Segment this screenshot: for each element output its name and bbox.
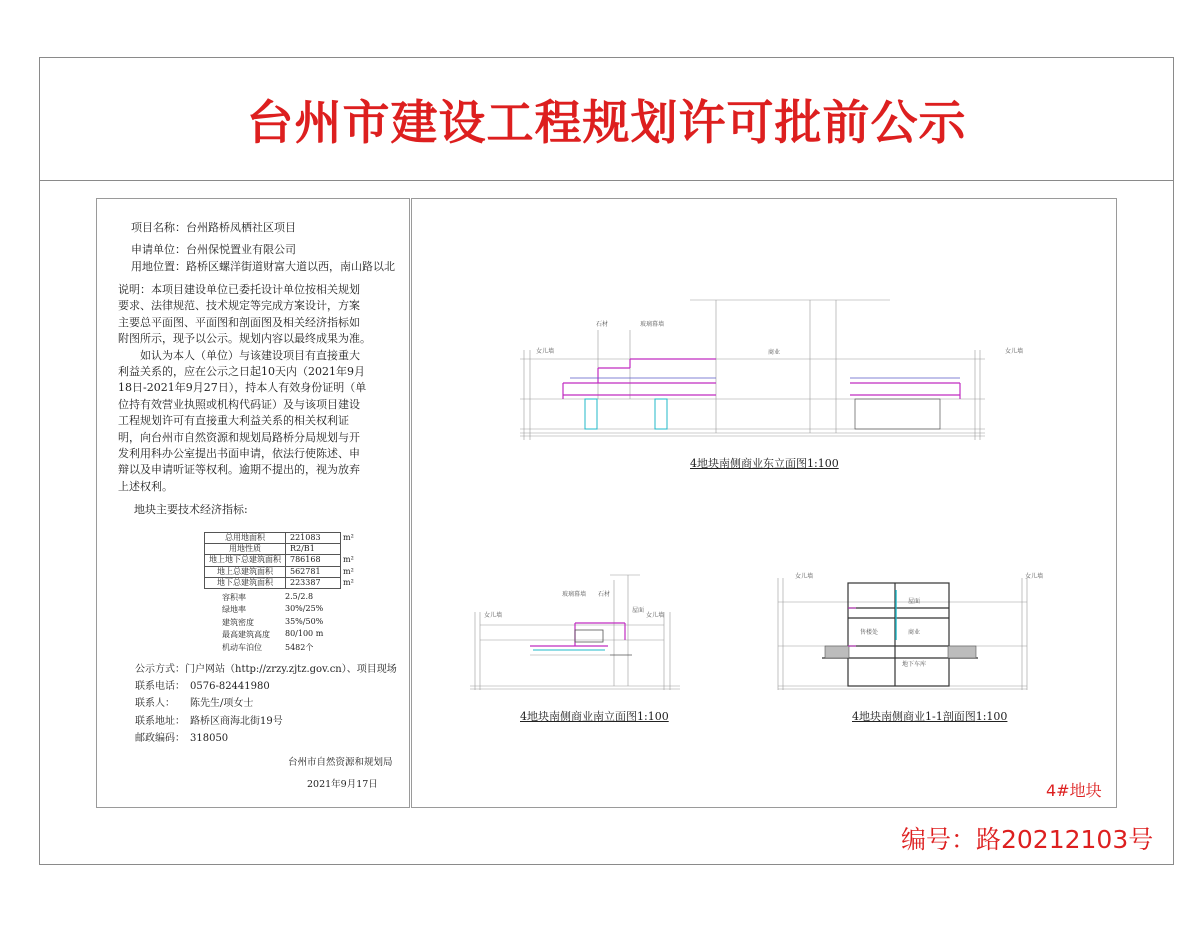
svg-text:女儿墙: 女儿墙: [646, 612, 665, 619]
description-line: 说明：本项目建设单位已委托设计单位按相关规划: [118, 283, 360, 296]
indicator-label: 地上地下总建筑面积: [205, 555, 286, 566]
indicator-unit: m²: [343, 555, 354, 565]
description-line: 发利用科办公室提出书面申请，依法行使陈述、申: [118, 447, 360, 461]
applicant: 申请单位：台州保悦置业有限公司: [131, 243, 296, 256]
indicator-value: 223387: [286, 577, 341, 588]
svg-text:石材: 石材: [596, 321, 609, 328]
indicator-label: 建筑密度: [222, 617, 254, 627]
description-line: 明，向台州市自然资源和规划局路桥分局规划与开: [118, 430, 360, 444]
svg-text:商业: 商业: [908, 629, 921, 636]
indicator-value: 80/100 m: [285, 629, 324, 639]
indicator-value: 562781: [286, 566, 341, 577]
svg-text:女儿墙: 女儿墙: [795, 573, 814, 580]
serial-number: 编号：路20212103号: [901, 825, 1154, 854]
indicator-value: 35%/50%: [285, 616, 324, 626]
indicator-label: 最高建筑高度: [222, 630, 270, 640]
indicator-label: 机动车泊位: [222, 642, 262, 652]
contact-method: 公示方式：门户网站（http://zrzy.zjtz.gov.cn）、项目现场: [135, 664, 397, 675]
indicator-label: 地下总建筑面积: [205, 577, 286, 588]
indicator-unit: m²: [343, 533, 354, 543]
indicator-label: 容积率: [222, 593, 246, 602]
indicator-label: 总用地面积: [205, 533, 286, 544]
svg-text:玻璃幕墙: 玻璃幕墙: [562, 591, 587, 598]
indicator-value: 30%/25%: [285, 604, 324, 614]
title-divider: [39, 180, 1174, 181]
description-line: 上述权利。: [118, 479, 173, 493]
indicator-value: 2.5/2.8: [285, 592, 314, 601]
drawings-panel: [411, 198, 1117, 808]
description-line: 工程规划许可有直接重大利益关系的相关权利证: [118, 414, 349, 428]
contact-person: 联系人： 陈先生/项女士: [135, 698, 254, 709]
svg-text:玻璃幕墙: 玻璃幕墙: [640, 321, 665, 328]
svg-text:女儿墙: 女儿墙: [536, 348, 555, 355]
indicators-title: 地块主要技术经济指标:: [134, 503, 248, 516]
contact-postcode: 邮政编码： 318050: [135, 733, 229, 744]
issue-date: 2021年9月17日: [307, 779, 378, 790]
svg-text:地下车库: 地下车库: [902, 661, 927, 668]
indicator-unit: m²: [343, 577, 354, 587]
issuing-authority: 台州市自然资源和规划局: [288, 757, 393, 768]
indicator-value: R2/B1: [286, 544, 341, 555]
svg-text:售楼处: 售楼处: [860, 629, 879, 636]
land-location: 用地位置：路桥区螺洋街道财富大道以西，南山路以北: [131, 260, 395, 273]
parcel-tag: 4#地块: [1046, 781, 1102, 800]
svg-text:商业: 商业: [768, 349, 781, 356]
description-line: 附图所示，现予以公示。规划内容以最终成果为准。: [118, 332, 371, 346]
description-line: 18日-2021年9月27日），持本人有效身份证明（单: [118, 381, 367, 395]
indicator-table: [204, 532, 358, 589]
indicator-label: 绿地率: [222, 605, 246, 615]
description-line: 位持有效营业执照或机构代码证）及与该项目建设: [118, 397, 360, 411]
indicator-row: [205, 555, 358, 566]
contact-phone: 联系电话： 0576-82441980: [135, 681, 270, 692]
indicator-row: [205, 544, 358, 555]
description-line: 要求、法律规范、技术规定等完成方案设计，方案: [118, 299, 360, 313]
description-line: 利益关系的，应在公示之日起10天内（2021年9月: [118, 365, 365, 379]
svg-text:女儿墙: 女儿墙: [484, 612, 503, 619]
indicator-unit: [341, 544, 358, 555]
section-caption: 4地块南侧商业1-1剖面图1:100: [852, 710, 1008, 723]
indicator-row: [205, 533, 358, 544]
page-title: 台州市建设工程规划许可批前公示: [246, 96, 967, 151]
svg-text:屋面: 屋面: [632, 607, 645, 614]
svg-text:女儿墙: 女儿墙: [1005, 348, 1024, 355]
svg-text:女儿墙: 女儿墙: [1025, 573, 1044, 580]
indicator-label: 地上总建筑面积: [205, 566, 286, 577]
description-line: 主要总平面图、平面图和剖面图及相关经济指标如: [118, 315, 360, 329]
project-name: 项目名称：台州路桥凤栖社区项目: [131, 221, 296, 234]
indicator-value: 786168: [286, 555, 341, 566]
contact-address: 联系地址： 路桥区商海北街19号: [135, 716, 283, 727]
description-line: 辩以及申请听证等权利。逾期不提出的，视为放弃: [118, 463, 360, 477]
description: [118, 282, 371, 495]
south-elevation-caption: 4地块南侧商业南立面图1:100: [520, 710, 669, 723]
indicator-row: [205, 566, 358, 577]
indicator-value: 5482个: [285, 642, 314, 652]
indicator-row: [205, 577, 358, 588]
east-elevation-caption: 4地块南侧商业东立面图1:100: [690, 457, 839, 470]
indicator-value: 221083: [286, 533, 341, 544]
svg-text:石材: 石材: [598, 591, 611, 598]
svg-text:屋面: 屋面: [908, 598, 921, 605]
description-line: 如认为本人（单位）与该建设项目有直接重大: [118, 348, 360, 362]
indicator-unit: m²: [343, 566, 354, 576]
indicator-label: 用地性质: [205, 544, 286, 555]
